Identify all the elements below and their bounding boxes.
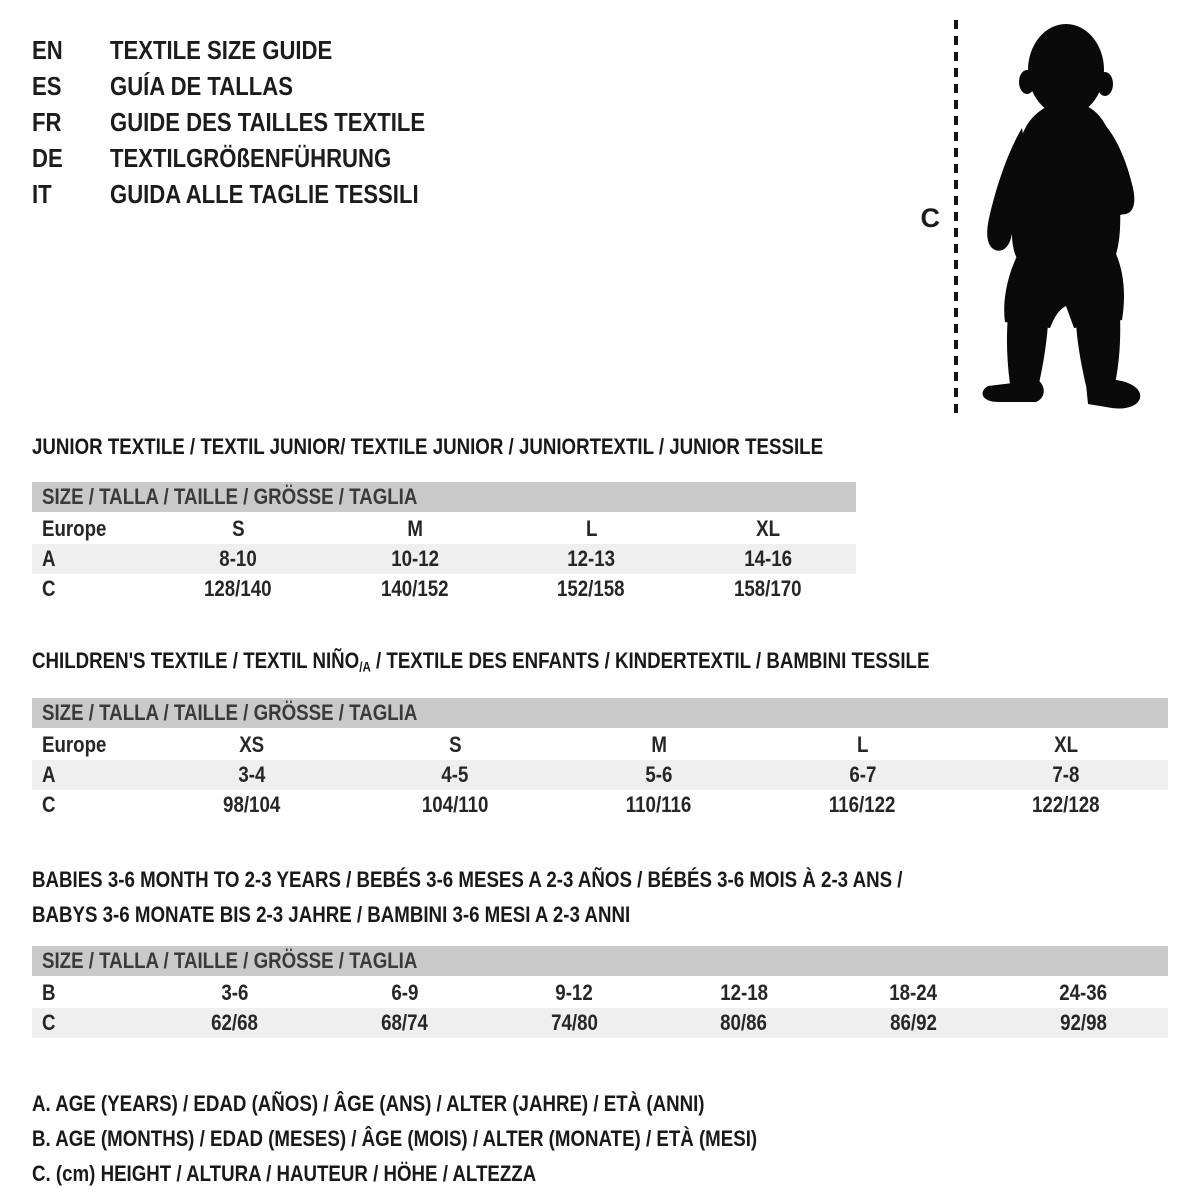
legend-height-cm: C. (cm) HEIGHT / ALTURA / HAUTEUR / HÖHE / ALTEZZA xyxy=(32,1161,537,1187)
language-code: FR xyxy=(32,107,62,137)
age-value-cell: 3-4 xyxy=(238,762,266,788)
months-value-cell: 18-24 xyxy=(889,980,938,1006)
language-code: ES xyxy=(32,71,62,101)
size-col-header: M xyxy=(651,732,667,758)
size-col-header: M xyxy=(406,516,423,541)
babies-section-title xyxy=(32,862,1168,932)
height-value-cell: 68/74 xyxy=(381,1010,428,1036)
children-size-table xyxy=(32,698,1168,820)
header xyxy=(32,30,1168,432)
height-value-cell: 98/104 xyxy=(223,792,281,818)
row-label-b: B xyxy=(42,980,56,1006)
height-value-cell: 158/170 xyxy=(733,576,802,601)
height-value-cell: 74/80 xyxy=(550,1010,598,1036)
size-col-header: XL xyxy=(1054,732,1079,758)
months-value-cell: 3-6 xyxy=(221,980,249,1006)
height-value-cell: 122/128 xyxy=(1032,792,1100,818)
children-height-row xyxy=(32,790,1168,820)
region-label: Europe xyxy=(42,732,107,758)
size-col-header: L xyxy=(856,732,869,758)
children-section-title: CHILDREN'S TEXTILE / TEXTIL NIÑO/A / TEXTILE DES ENFANTS / KINDERTEXTIL / BAMBINI TESSILE xyxy=(32,648,930,675)
months-value-cell: 6-9 xyxy=(390,980,419,1006)
size-col-header: S xyxy=(232,516,245,541)
months-value-cell: 24-36 xyxy=(1059,980,1108,1006)
height-value-cell: 86/92 xyxy=(890,1010,937,1036)
size-table-header: SIZE / TALLA / TAILLE / GRÖSSE / TAGLIA xyxy=(32,698,1168,728)
guide-title-es: GUÍA DE TALLAS xyxy=(110,71,293,101)
junior-europe-row xyxy=(32,514,856,544)
height-value-cell: 62/68 xyxy=(211,1010,259,1036)
babies-title-line2: BABYS 3-6 MONATE BIS 2-3 JAHRE / BAMBINI 3-6 MESI A 2-3 ANNI xyxy=(32,902,631,928)
language-code: DE xyxy=(32,143,63,173)
size-table-header: SIZE / TALLA / TAILLE / GRÖSSE / TAGLIA xyxy=(32,482,856,512)
children-europe-row xyxy=(32,730,1168,760)
measurement-legend xyxy=(32,1086,1168,1191)
height-value-cell: 116/122 xyxy=(829,792,896,818)
guide-title-en: TEXTILE SIZE GUIDE xyxy=(110,35,333,65)
age-value-cell: 4-5 xyxy=(441,762,469,788)
age-value-cell: 12-13 xyxy=(567,546,616,571)
age-value-cell: 14-16 xyxy=(743,546,792,571)
height-measure-label-c: C xyxy=(920,202,940,233)
height-value-cell: 110/116 xyxy=(626,792,692,818)
row-label-a: A xyxy=(42,762,56,788)
junior-size-table xyxy=(32,482,856,604)
height-measure-dashed-line xyxy=(954,20,958,418)
toddler-silhouette-icon xyxy=(974,18,1144,418)
months-value-cell: 9-12 xyxy=(555,980,593,1006)
babies-height-row xyxy=(32,1008,1168,1038)
row-label-c: C xyxy=(42,1010,56,1036)
nino-a-small-text: /A xyxy=(359,659,371,675)
height-value-cell: 80/86 xyxy=(720,1010,768,1036)
size-col-header: L xyxy=(585,516,597,541)
height-value-cell: 128/140 xyxy=(204,576,273,601)
height-value-cell: 92/98 xyxy=(1059,1010,1107,1036)
junior-height-row xyxy=(32,574,856,604)
guide-title-it: GUIDA ALLE TAGLIE TESSILI xyxy=(110,179,419,209)
age-value-cell: 10-12 xyxy=(390,546,439,571)
children-age-row xyxy=(32,760,1168,790)
region-label: Europe xyxy=(42,516,107,541)
language-code: EN xyxy=(32,35,63,65)
row-label-c: C xyxy=(42,576,56,601)
months-value-cell: 12-18 xyxy=(719,980,768,1006)
junior-age-row xyxy=(32,544,856,574)
size-col-header: S xyxy=(449,732,462,758)
size-col-header: XS xyxy=(239,732,265,758)
age-value-cell: 8-10 xyxy=(219,546,257,571)
language-code: IT xyxy=(32,179,52,209)
legend-age-years: A. AGE (YEARS) / EDAD (AÑOS) / ÂGE (ANS) / ALTER (JAHRE) / ETÀ (ANNI) xyxy=(32,1091,705,1117)
babies-size-table xyxy=(32,946,1168,1038)
row-label-a: A xyxy=(42,546,56,571)
height-measure-figure xyxy=(921,18,1145,418)
size-col-header: XL xyxy=(755,516,780,541)
babies-months-row xyxy=(32,978,1168,1008)
age-value-cell: 7-8 xyxy=(1052,762,1080,788)
height-value-cell: 140/152 xyxy=(380,576,449,601)
legend-age-months: B. AGE (MONTHS) / EDAD (MESES) / ÂGE (MOIS) / ALTER (MONATE) / ETÀ (MESI) xyxy=(32,1126,758,1152)
babies-title-line1: BABIES 3-6 MONTH TO 2-3 YEARS / BEBÉS 3-6 MESES A 2-3 AÑOS / BÉBÉS 3-6 MOIS À 2-3 ANS / xyxy=(32,867,903,893)
age-value-cell: 5-6 xyxy=(645,762,673,788)
junior-section-title: JUNIOR TEXTILE / TEXTIL JUNIOR/ TEXTILE JUNIOR / JUNIORTEXTIL / JUNIOR TESSILE xyxy=(32,434,824,459)
age-value-cell: 6-7 xyxy=(849,762,877,788)
guide-title-fr: GUIDE DES TAILLES TEXTILE xyxy=(110,107,426,137)
guide-title-de: TEXTILGRÖßENFÜHRUNG xyxy=(110,143,392,173)
height-value-cell: 104/110 xyxy=(422,792,489,818)
height-value-cell: 152/158 xyxy=(557,576,626,601)
size-table-header: SIZE / TALLA / TAILLE / GRÖSSE / TAGLIA xyxy=(32,946,1168,976)
row-label-c: C xyxy=(42,792,56,818)
